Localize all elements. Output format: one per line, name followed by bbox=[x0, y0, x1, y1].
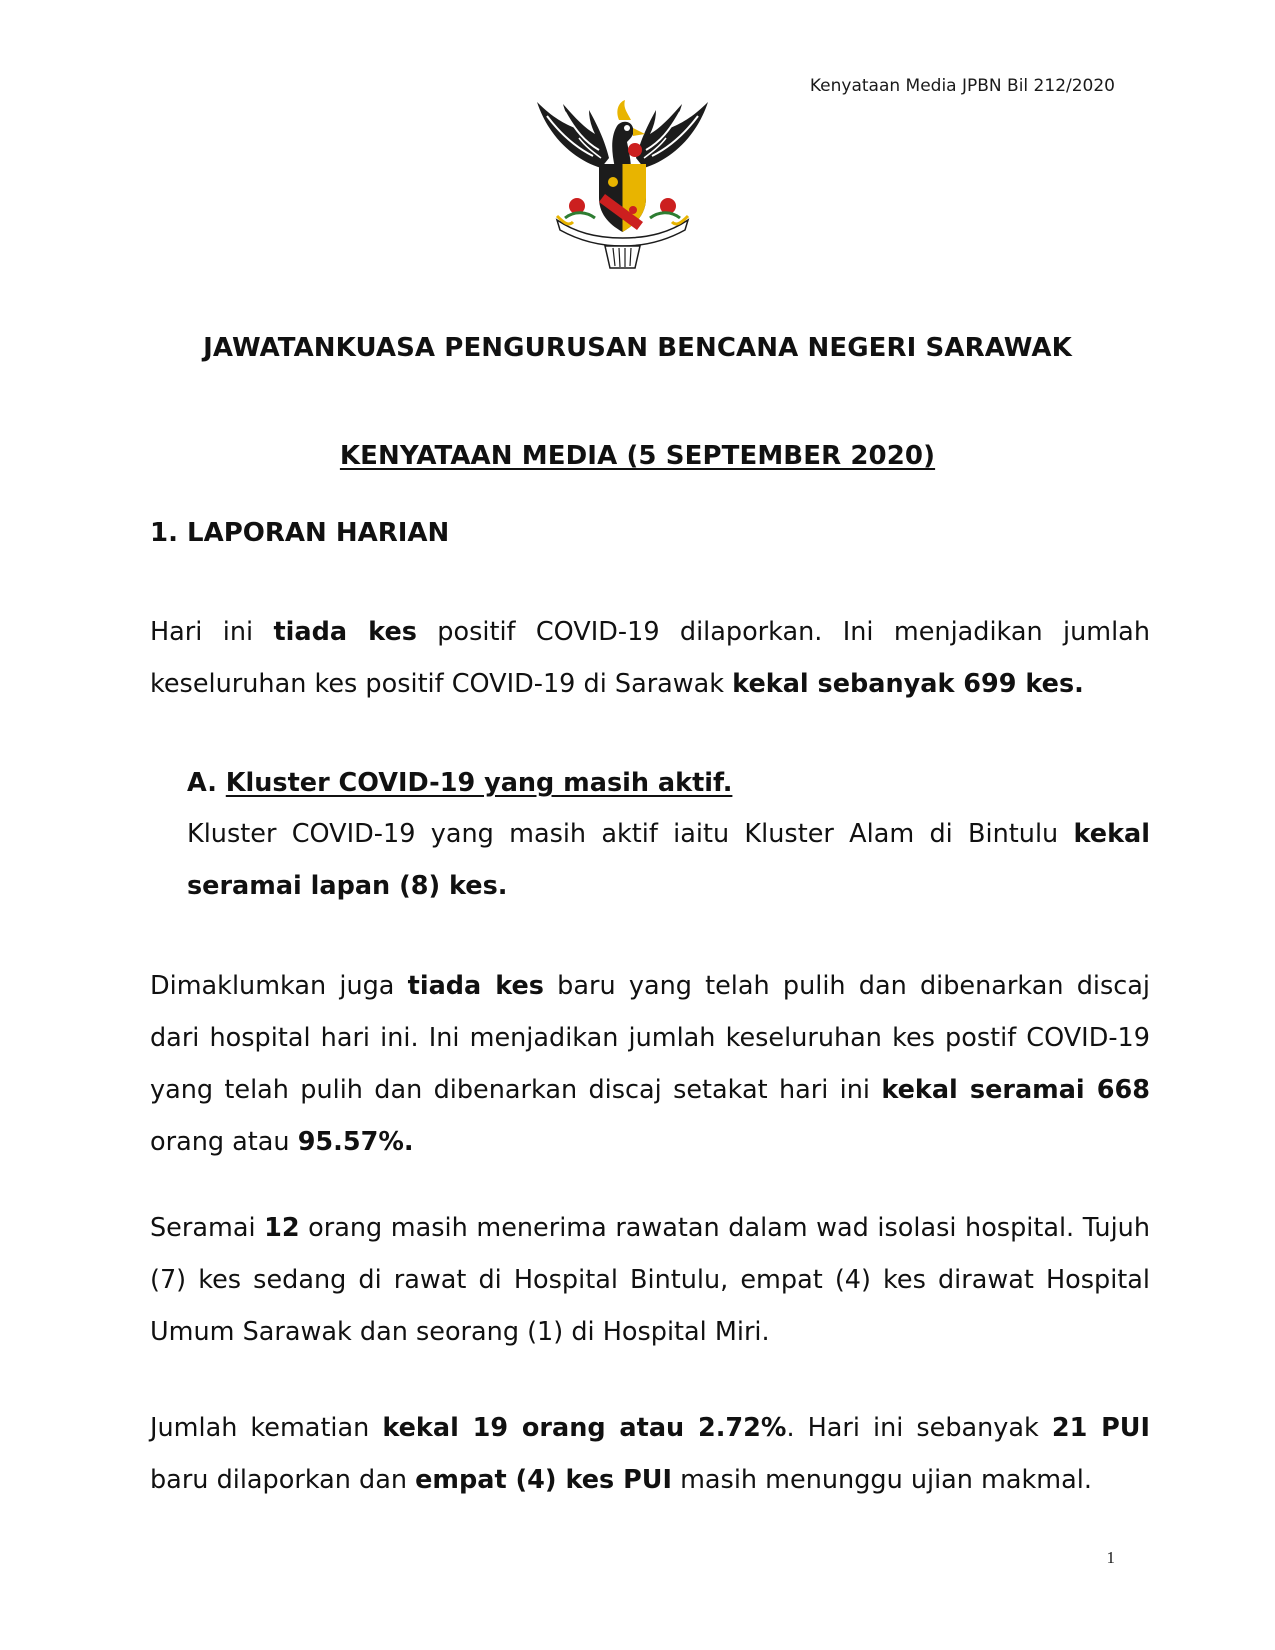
text: Jumlah kematian bbox=[150, 1413, 383, 1443]
paragraph-new-cases bbox=[150, 606, 1150, 710]
text: orang masih menerima rawatan dalam wad isolasi hospital. Tujuh (7) kes sedang di rawat di Hospital Bintulu, empat (4) kes dirawat Hospital Umum Sarawak dan seorang (1) di Hospital Miri. bbox=[150, 1213, 1150, 1347]
bold-text: 21 PUI bbox=[1051, 1413, 1150, 1443]
text: . Hari ini sebanyak bbox=[786, 1413, 1052, 1443]
bold-text: tiada kes bbox=[273, 617, 417, 647]
text: masih menunggu ujian makmal. bbox=[671, 1465, 1092, 1495]
paragraph-recoveries bbox=[150, 960, 1150, 1168]
committee-title: JAWATANKUASA PENGURUSAN BENCANA NEGERI SARAWAK bbox=[203, 333, 1072, 363]
text: Kluster COVID-19 yang masih aktif iaitu Kluster Alam di Bintulu bbox=[187, 819, 1074, 849]
bold-text: 12 bbox=[264, 1213, 300, 1243]
text: orang atau bbox=[150, 1127, 298, 1157]
bold-text: tiada kes bbox=[407, 971, 544, 1001]
subsection-heading-active-clusters bbox=[187, 757, 1150, 809]
bold-text: kekal sebanyak 699 kes. bbox=[732, 669, 1084, 699]
bold-text: kekal seramai lapan (8) kes. bbox=[187, 819, 1150, 901]
sarawak-coat-of-arms-logo bbox=[535, 98, 710, 270]
section-heading-daily-report: 1. LAPORAN HARIAN bbox=[150, 518, 450, 548]
bold-text: kekal 19 orang atau 2.72% bbox=[382, 1413, 787, 1443]
text: Dimaklumkan juga bbox=[150, 971, 408, 1001]
statement-reference: Kenyataan Media JPBN Bil 212/2020 bbox=[809, 76, 1115, 96]
page-number: 1 bbox=[1106, 1548, 1115, 1567]
text: Seramai bbox=[150, 1213, 265, 1243]
subsection-letter: A. bbox=[187, 768, 226, 798]
subsection-title: Kluster COVID-19 yang masih aktif. bbox=[225, 768, 733, 798]
paragraph-active-cluster bbox=[187, 808, 1150, 912]
statement-date-title: KENYATAAN MEDIA (5 SEPTEMBER 2020) bbox=[339, 441, 936, 471]
bold-text: kekal seramai 668 bbox=[881, 1075, 1150, 1105]
bold-text: empat (4) kes PUI bbox=[415, 1465, 672, 1495]
text: positif COVID-19 dilaporkan. Ini menjadikan jumlah keseluruhan kes positif COVID-19 di Sarawak bbox=[150, 617, 1150, 699]
bold-text: 95.57%. bbox=[297, 1127, 414, 1157]
text: Hari ini bbox=[150, 617, 274, 647]
paragraph-deaths-and-pui bbox=[150, 1402, 1150, 1506]
text: baru dilaporkan dan bbox=[150, 1465, 416, 1495]
paragraph-hospital-treatment bbox=[150, 1202, 1150, 1358]
text: baru yang telah pulih dan dibenarkan discaj dari hospital hari ini. Ini menjadikan jumlah keseluruhan kes postif COVID-19 yang telah pulih dan dibenarkan discaj setakat hari ini bbox=[150, 971, 1150, 1105]
